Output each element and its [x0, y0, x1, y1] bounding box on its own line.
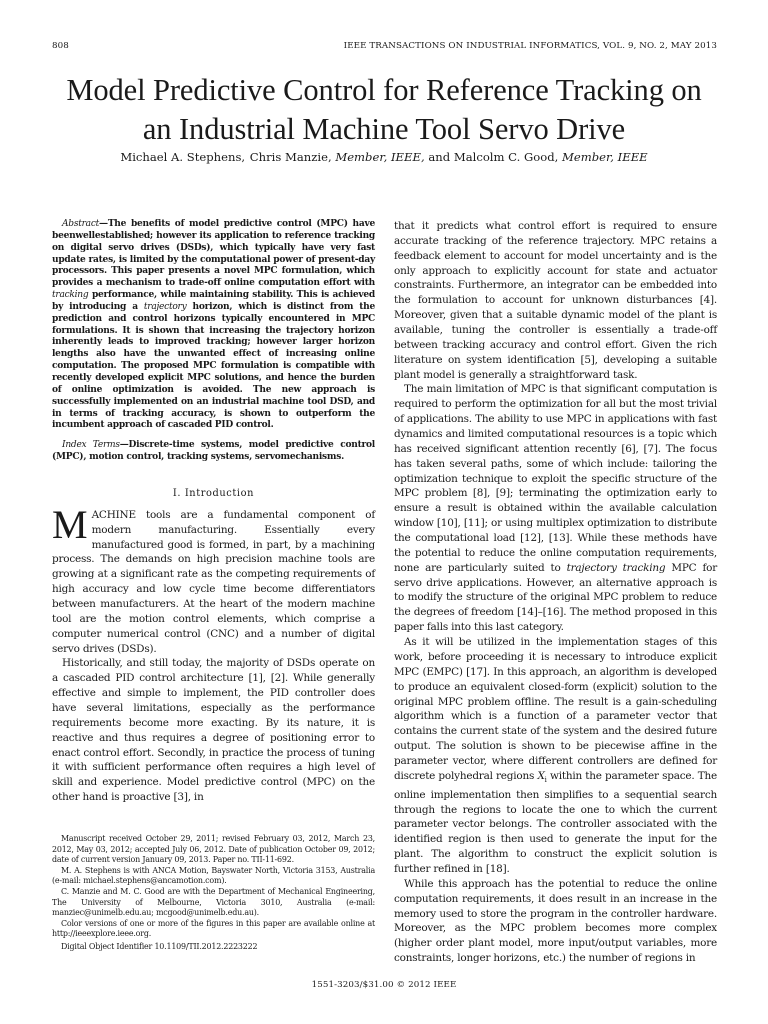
index-terms-label: Index Terms [62, 440, 120, 451]
abstract-text-2: performance, while maintaining stability. This is achieved by introducing a [52, 290, 375, 312]
right-paragraph-3-text-a: As it will be utilized in the implementation stages of this work, before proceeding it is necessary to introduce explicit MPC (EMPC) [17]. In this approach, an algorithm is developed to produce an equivalent closed-form (explicit) solution to the original MPC problem offline. The result is a gain-scheduling algorithm which is a function of a parameter vector that contains the current state of the system and the desired future output. The solution is shown to be piecewise affine in the parameter vector, where different controllers are defined for discrete polyhedral regions [394, 636, 717, 782]
author-conjunction: and [428, 150, 451, 164]
right-paragraph-2-text-b: MPC for servo drive applications. However, an alternative approach is to modify the structure of the original MPC problem to reduce the degrees of freedom [14]–[16]. The method proposed in this paper falls into this last category. [394, 561, 717, 634]
author-list [40, 149, 728, 165]
right-paragraph-2-text-a: The main limitation of MPC is that significant computation is required to perform the optimization for all but the most trivial of applications. The ability to use MPC in applications with fast dynamics and limited computational resources is a topic which has received significant attention recently [6], [7]. The focus has taken several paths, some of which include: tailoring the optimization technique to exploit the specific structure of the MPC problem [8], [9]; terminating the optimization early to ensure a result is obtained within the available calculation window [10], [11]; or using multiplex optimization to distribute the computational load [12], [13]. While these methods have the potential to reduce the online computation requirements, none are particularly suited to [394, 383, 717, 574]
index-terms [52, 440, 375, 464]
footnote-stephens: M. A. Stephens is with ANCA Motion, Bayswater North, Victoria 3153, Australia (e-mail: michael.stephens@ancamotion.com). [52, 865, 375, 886]
abstract-emphasis-tracking: tracking [52, 290, 89, 301]
abstract-text-3: horizon, which is distinct from the prediction and control horizons typically encountered in MPC formulations. It is shown that increasing the trajectory horizon inherently leads to improved tracking; however larger horizon lengths also have the unwanted effect of increasing online computation. The proposed MPC formulation is compatible with recently developed explicit MPC solutions, and hence the burden of online optimization is avoided. The new approach is successfully implemented on an industrial machine tool DSD, and in terms of tracking accuracy, is shown to outperform the incumbent approach of cascaded PID control. [52, 301, 375, 431]
footnote-doi: Digital Object Identifier 10.1109/TII.2012.2223222 [61, 941, 258, 951]
journal-info: IEEE TRANSACTIONS ON INDUSTRIAL INFORMATICS, VOL. 9, NO. 2, MAY 2013 [343, 41, 717, 51]
abstract-dash: — [99, 219, 108, 229]
author-good: Malcolm C. Good, [453, 150, 559, 164]
footnote-manuscript: Manuscript received October 29, 2011; revised February 03, 2012, March 23, 2012, May 03, 2012; accepted July 06, 2012. Date of publication October 09, 2012; date of current version January 09, 2013. Paper no. TII-11-692. [52, 834, 375, 865]
author-stephens: Michael A. Stephens, [120, 150, 246, 164]
page-number: 808 [52, 41, 69, 51]
region-subscript: i [544, 775, 547, 784]
drop-cap: M [52, 501, 88, 547]
right-paragraph-3 [394, 635, 717, 877]
title-line-1: Model Predictive Control for Reference Tracking on [66, 73, 702, 107]
right-paragraph-4: While this approach has the potential to reduce the online computation requirements, it does result in an increase in the memory used to store the program in the controller hardware. Moreover, as the MPC problem becomes more complex (higher order plant model, more input/output variables, more constraints, longer horizons, etc.) the number of regions in [394, 877, 717, 965]
emphasis-trajectory-tracking: trajectory tracking [566, 561, 666, 574]
paper-title [40, 71, 728, 149]
left-column [52, 219, 375, 805]
author-good-role: Member, IEEE [562, 150, 648, 164]
running-header [52, 41, 717, 55]
footnote-manzie-good: C. Manzie and M. C. Good are with the Department of Mechanical Engineering, The University of Melbourne, Victoria 3010, Australia (e-mail: manziec@unimelb.edu.au; mcgood@unimelb.edu.au). [52, 886, 375, 918]
right-paragraph-1: that it predicts what control effort is required to ensure accurate tracking of the reference trajectory. MPC retains a feedback element to account for model uncertainty and is the only approach to explicitly account for state and actuator constraints. Furthermore, an integrator can be embedded into the formulation to account for unknown disturbances [4]. Moreover, given that a suitable dynamic model of the plant is available, tuning the controller is essentially a trade-off between tracking accuracy and control effort. Given the rich literature on system identification [5], developing a suitable plant model is generally a straightforward task. [394, 220, 717, 381]
author-manzie-role: Member, IEEE, [335, 150, 425, 164]
abstract-text-1: The benefits of model predictive control (MPC) have beenwellestablished; however its application to reference tracking on digital servo drives (DSDs), which typically have very fast update rates, is limited by the computational power of present-day processors. This paper presents a novel MPC formulation, which provides a mechanism to trade-off online computation effort with [52, 219, 375, 289]
region-variable: X [537, 769, 545, 782]
footnote-color: Color versions of one or more of the figures in this paper are available online at http://ieeexplore.ieee.org. [52, 918, 375, 939]
footnotes [52, 834, 375, 953]
right-column [394, 219, 717, 966]
section-heading-introduction: I. Introduction [172, 487, 255, 499]
author-manzie: Chris Manzie, [249, 150, 332, 164]
intro-paragraph-2: Historically, and still today, the majority of DSDs operate on a cascaded PID control architecture [1], [2]. While generally effective and simple to implement, the PID controller does have several limitations, especially as the performance requirements become more exacting. By its nature, it is reactive and thus requires a degree of positioning error to enact control effort. Secondly, in practice the process of tuning it with sufficient performance often requires a high level of skill and experience. Model predictive control (MPC) on the other hand is proactive [3], in [52, 657, 375, 804]
right-paragraph-3-text-b: within the parameter space. The online implementation then simplifies to a sequential search through the regions to locate the one to which the current parameter vector belongs. The controller associated with the identified region is then used to generate the input for the plant. The algorithm to construct the explicit solution is further refined in [18]. [394, 769, 717, 876]
copyright-notice: 1551-3203/$31.00 © 2012 IEEE [311, 980, 457, 990]
abstract-label: Abstract [62, 219, 100, 229]
title-line-2: an Industrial Machine Tool Servo Drive [142, 112, 626, 146]
abstract [52, 219, 375, 432]
right-paragraph-2 [394, 382, 717, 635]
index-terms-dash: — [119, 440, 129, 451]
index-terms-text: Discrete-time systems, model predictive control (MPC), motion control, tracking systems, servomechanisms. [52, 440, 375, 463]
abstract-emphasis-trajectory: trajectory [143, 301, 187, 312]
intro-text-1: ACHINE tools are a fundamental component of modern manufacturing. Essentially every manufactured good is formed, in part, by a machining process. The demands on high precision machine tools are growing at a significant rate as the competing requirements of high accuracy and low cycle time become differentiators between manufacturers. At the heart of the modern machine tool are the motion control elements, which comprise a computer numerical control (CNC) and a number of digital servo drives (DSDs). [52, 508, 375, 655]
intro-paragraph-1 [52, 501, 375, 657]
